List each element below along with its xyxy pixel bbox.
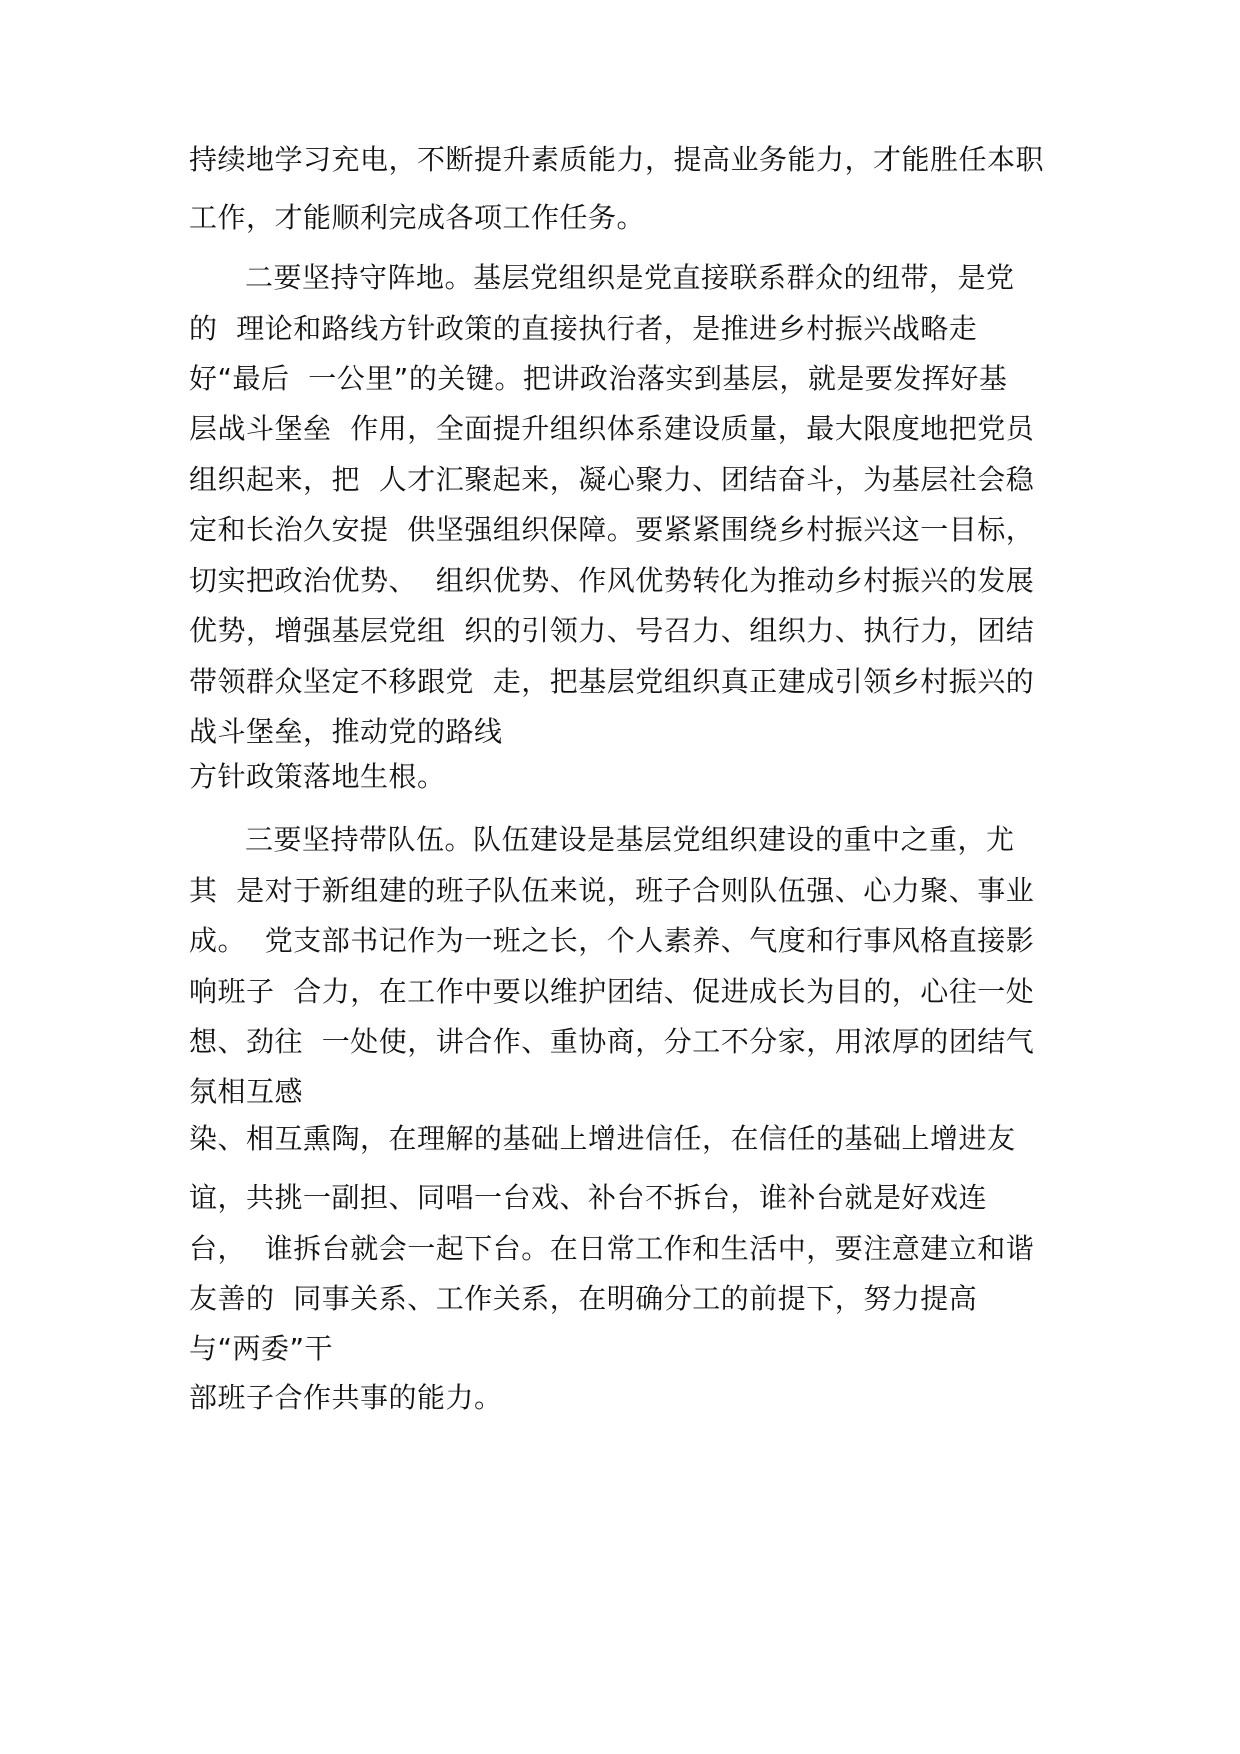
text-line: 台， 谁拆台就会一起下台。在日常工作和生活中，要注意建立和谐 — [189, 1232, 1035, 1265]
text-line: 优势，增强基层党组 织的引领力、号召力、组织力、执行力，团结 — [189, 614, 1035, 647]
text-line: 部班子合作共事的能力。 — [189, 1381, 503, 1414]
text-line: 谊，共挑一副担、同唱一台戏、补台不拆台，谁补台就是好戏连 — [189, 1181, 988, 1214]
text-line: 组织起来，把 人才汇聚起来，凝心聚力、团结奋斗，为基层社会稳 — [189, 463, 1035, 496]
text-line: 氛相互感 — [189, 1075, 304, 1108]
text-line: 与“两委”干 — [189, 1332, 334, 1365]
text-line: 战斗堡垒，推动党的路线 — [189, 715, 503, 748]
text-line: 定和长治久安提 供坚强组织保障。要紧紧围绕乡村振兴这一目标， — [189, 513, 1035, 546]
text-line: 层战斗堡垒 作用，全面提升组织体系建设质量，最大限度地把党员 — [189, 412, 1035, 445]
text-line: 染、相互熏陶，在理解的基础上增进信任，在信任的基础上增进友 — [189, 1122, 1016, 1155]
text-line: 其 是对于新组建的班子队伍来说，班子合则队伍强、心力聚、事业 — [189, 874, 1035, 907]
text-line: 响班子 合力，在工作中要以维护团结、促进成长为目的，心往一处 — [189, 975, 1035, 1008]
text-line: 切实把政治优势、 组织优势、作风优势转化为推动乡村振兴的发展 — [189, 564, 1035, 597]
text-line: 持续地学习充电，不断提升素质能力，提高业务能力，才能胜任本职 — [189, 143, 1045, 176]
text-line: 友善的 同事关系、工作关系，在明确分工的前提下，努力提高 — [189, 1282, 978, 1315]
text-line: 方针政策落地生根。 — [189, 760, 446, 793]
text-line: 工作，才能顺利完成各项工作任务。 — [189, 201, 646, 234]
text-line: 带领群众坚定不移跟党 走，把基层党组织真正建成引领乡村振兴的 — [189, 665, 1035, 698]
text-line: 想、劲往 一处使，讲合作、重协商，分工不分家，用浓厚的团结气 — [189, 1025, 1035, 1058]
text-line: 成。 党支部书记作为一班之长，个人素养、气度和行事风格直接影 — [189, 924, 1035, 957]
text-line: 好“最后 一公里”的关键。把讲政治落实到基层，就是要发挥好基 — [189, 362, 1008, 395]
paragraph-start: 二要坚持守阵地。基层党组织是党直接联系群众的纽带，是党 — [245, 261, 1015, 294]
paragraph-start: 三要坚持带队伍。队伍建设是基层党组织建设的重中之重，尤 — [245, 823, 1015, 856]
text-line: 的 理论和路线方针政策的直接执行者，是推进乡村振兴战略走 — [189, 312, 978, 345]
